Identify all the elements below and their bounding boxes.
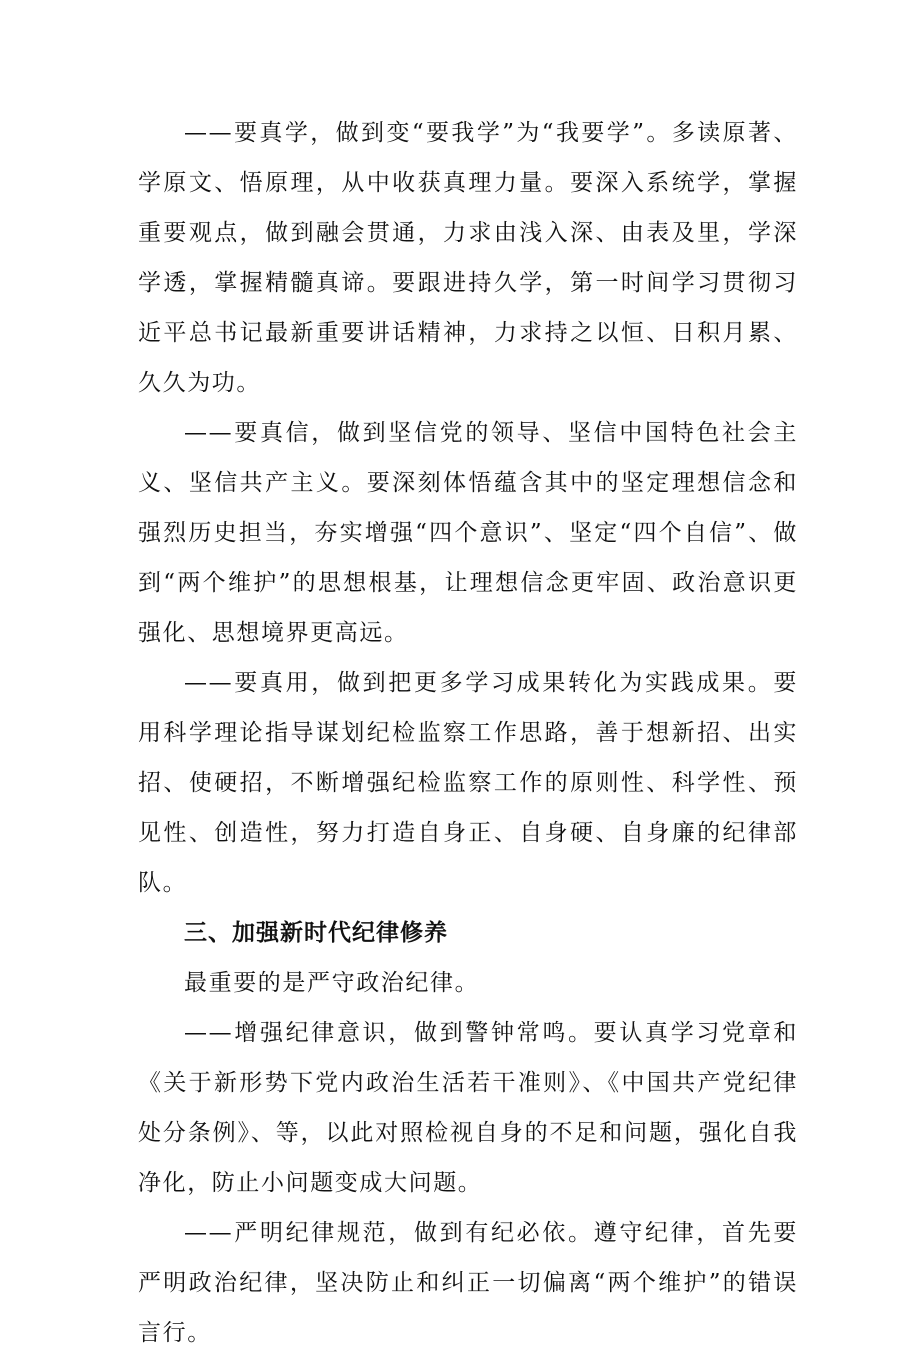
paragraph-zhen-xin: ——要真信，做到坚信党的领导、坚信中国特色社会主义、坚信共产主义。要深刻体悟蕴含其中的坚定理想信念和强烈历史担当，夯实增强“四个意识”、坚定“四个自信”、做到“两个维护”的思想根基，让理想信念更牢固、政治意识更强化、思想境界更高远。 — [138, 420, 798, 646]
paragraph-zhen-yong: ——要真用，做到把更多学习成果转化为实践成果。要用科学理论指导谋划纪检监察工作思路，善于想新招、出实招、使硬招，不断增强纪检监察工作的原则性、科学性、预见性、创造性，努力打造自身正、自身硬、自身廉的纪律部队。 — [138, 670, 798, 896]
section-heading: 三、加强新时代纪律修养 — [184, 920, 448, 946]
document-body — [138, 108, 798, 1358]
paragraph-discipline-norms: ——严明纪律规范，做到有纪必依。遵守纪律，首先要严明政治纪律，坚决防止和纠正一切偏离“两个维护”的错误言行。 — [138, 1220, 798, 1346]
paragraph-discipline-awareness: ——增强纪律意识，做到警钟常鸣。要认真学习党章和《关于新形势下党内政治生活若干准则》、《中国共产党纪律处分条例》、等，以此对照检视自身的不足和问题，强化自我净化，防止小问题变成大问题。 — [138, 1020, 798, 1196]
paragraph-political-discipline: 最重要的是严守政治纪律。 — [184, 970, 480, 996]
paragraph-zhen-xue: ——要真学，做到变“要我学”为“我要学”。多读原著、学原文、悟原理，从中收获真理力量。要深入系统学，掌握重要观点，做到融会贯通，力求由浅入深、由表及里，学深学透，掌握精髓真谛。要跟进持久学，第一时间学习贯彻习近平总书记最新重要讲话精神，力求持之以恒、日积月累、久久为功。 — [138, 120, 798, 396]
